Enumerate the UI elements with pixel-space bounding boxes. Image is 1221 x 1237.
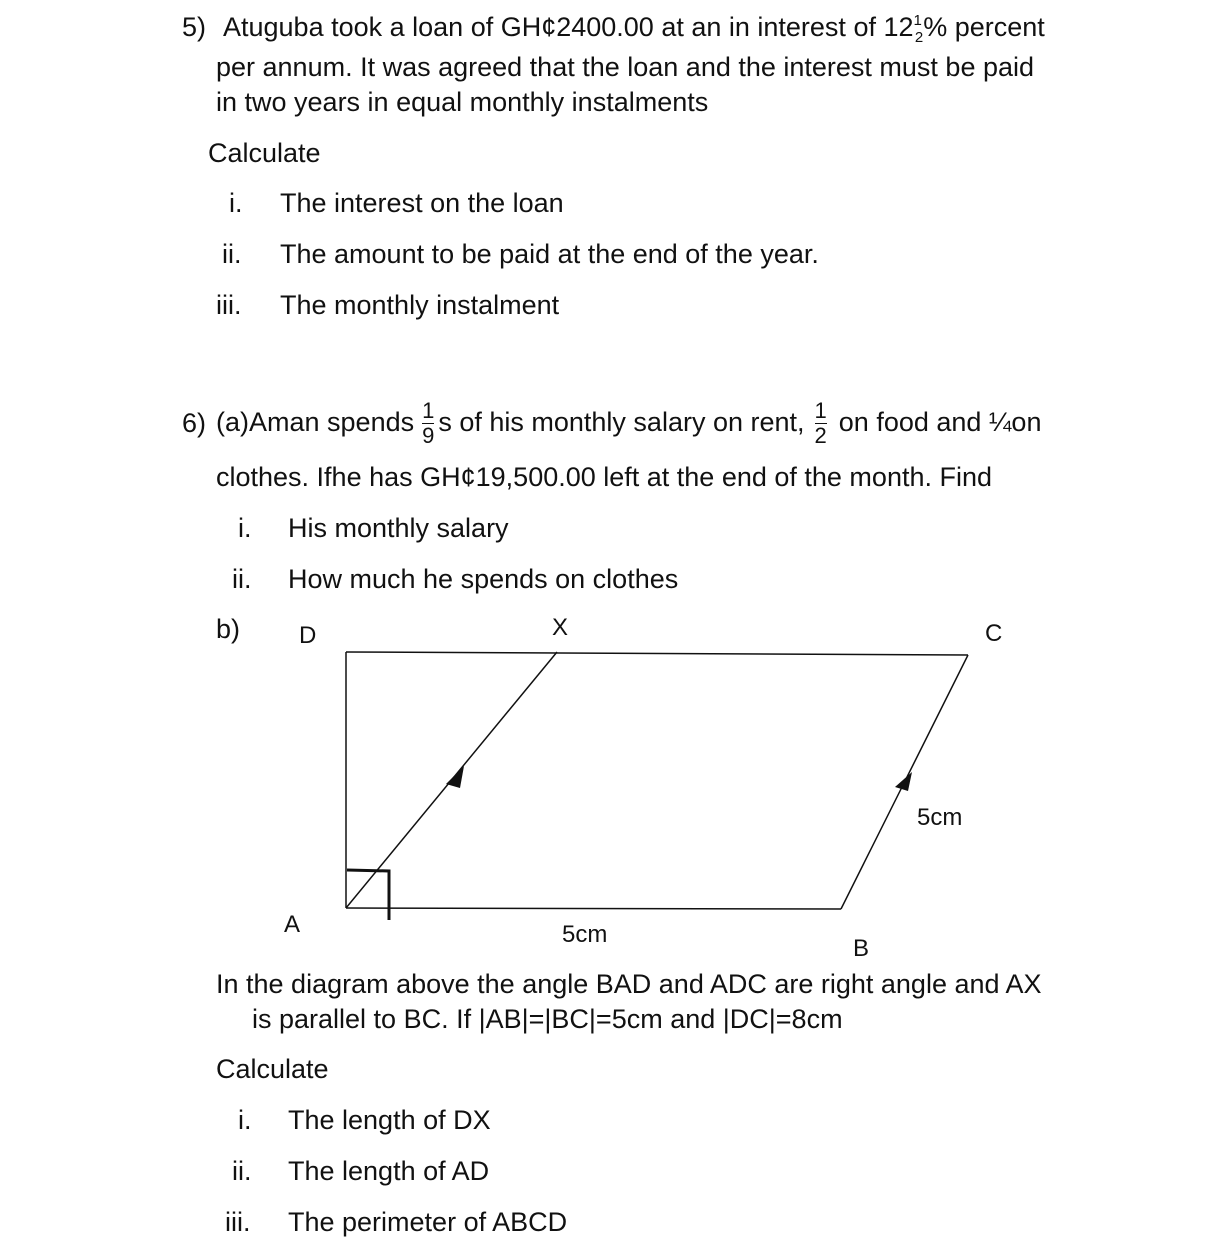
q5-item-2-numeral: ii. [222,239,242,269]
right-angle-marker [347,870,389,920]
q6b-calculate-heading: Calculate [216,1054,329,1084]
q6b-item-3-numeral: iii. [225,1207,251,1237]
vertex-label-D: D [299,622,317,649]
q6a-item-2-text: How much he spends on clothes [288,564,679,594]
q5-line1-tail: % percent [923,12,1045,42]
mixed-fraction-denominator: 2 [914,29,924,46]
q6b-description-line-2: is parallel to BC. If |AB|=|BC|=5cm and |DC|=8cm [252,1004,843,1034]
q6-part-b-label: b) [216,614,241,644]
q5-item-2-text: The amount to be paid at the end of the year. [280,239,819,269]
side-DC [346,652,968,655]
length-label-AB: 5cm [562,921,608,948]
q6b-item-2-numeral: ii. [232,1156,252,1186]
q5-item-1-text: The interest on the loan [280,188,564,218]
vertex-label-B: B [853,935,870,962]
q6-line1-text-a: (a)Aman spends [216,407,415,437]
fraction-one-ninth-denominator: 9 [422,423,435,449]
fraction-one-half-denominator: 2 [814,423,827,449]
question-5-line-2: per annum. It was agreed that the loan and the interest must be paid [216,52,1035,82]
fraction-one-half-numerator: 1 [814,398,827,424]
mixed-fraction-numerator: 1 [913,12,922,29]
question-5-number: 5) [182,12,207,42]
length-label-BC: 5cm [917,804,963,831]
q6b-item-1-numeral: i. [238,1105,252,1135]
q6b-item-1-text: The length of DX [288,1105,491,1135]
q6a-item-1-numeral: i. [238,513,252,543]
question-5-line-3: in two years in equal monthly instalments [216,87,709,117]
q6b-description-line-1: In the diagram above the angle BAD and ADC are right angle and AX [216,969,1042,999]
q5-item-1-numeral: i. [229,188,243,218]
q6a-item-2-numeral: ii. [232,564,252,594]
point-label-X: X [552,614,569,641]
q6-line1-text-c: on food and ¼on [838,407,1042,437]
q5-calculate-heading: Calculate [208,138,321,168]
q6b-item-3-text: The perimeter of ABCD [288,1207,568,1237]
question-6-number: 6) [182,408,207,438]
q6a-item-1-text: His monthly salary [288,513,509,543]
vertex-label-A: A [284,911,301,938]
question-6-line-2: clothes. Ifhe has GH¢19,500.00 left at the end of the month. Find [216,462,992,492]
vertex-label-C: C [985,620,1003,647]
side-AB [346,908,841,909]
q6-line1-text-b: s of his monthly salary on rent, [438,407,805,437]
fraction-one-ninth-numerator: 1 [422,398,435,424]
parallel-arrow-AX [446,766,464,788]
q5-item-3-numeral: iii. [216,290,242,320]
q5-line1-text: Atuguba took a loan of GH¢2400.00 at an in interest of 12 [223,12,914,42]
q6b-item-2-text: The length of AD [288,1156,490,1186]
parallel-arrow-BC [895,772,912,791]
q5-item-3-text: The monthly instalment [280,290,560,320]
